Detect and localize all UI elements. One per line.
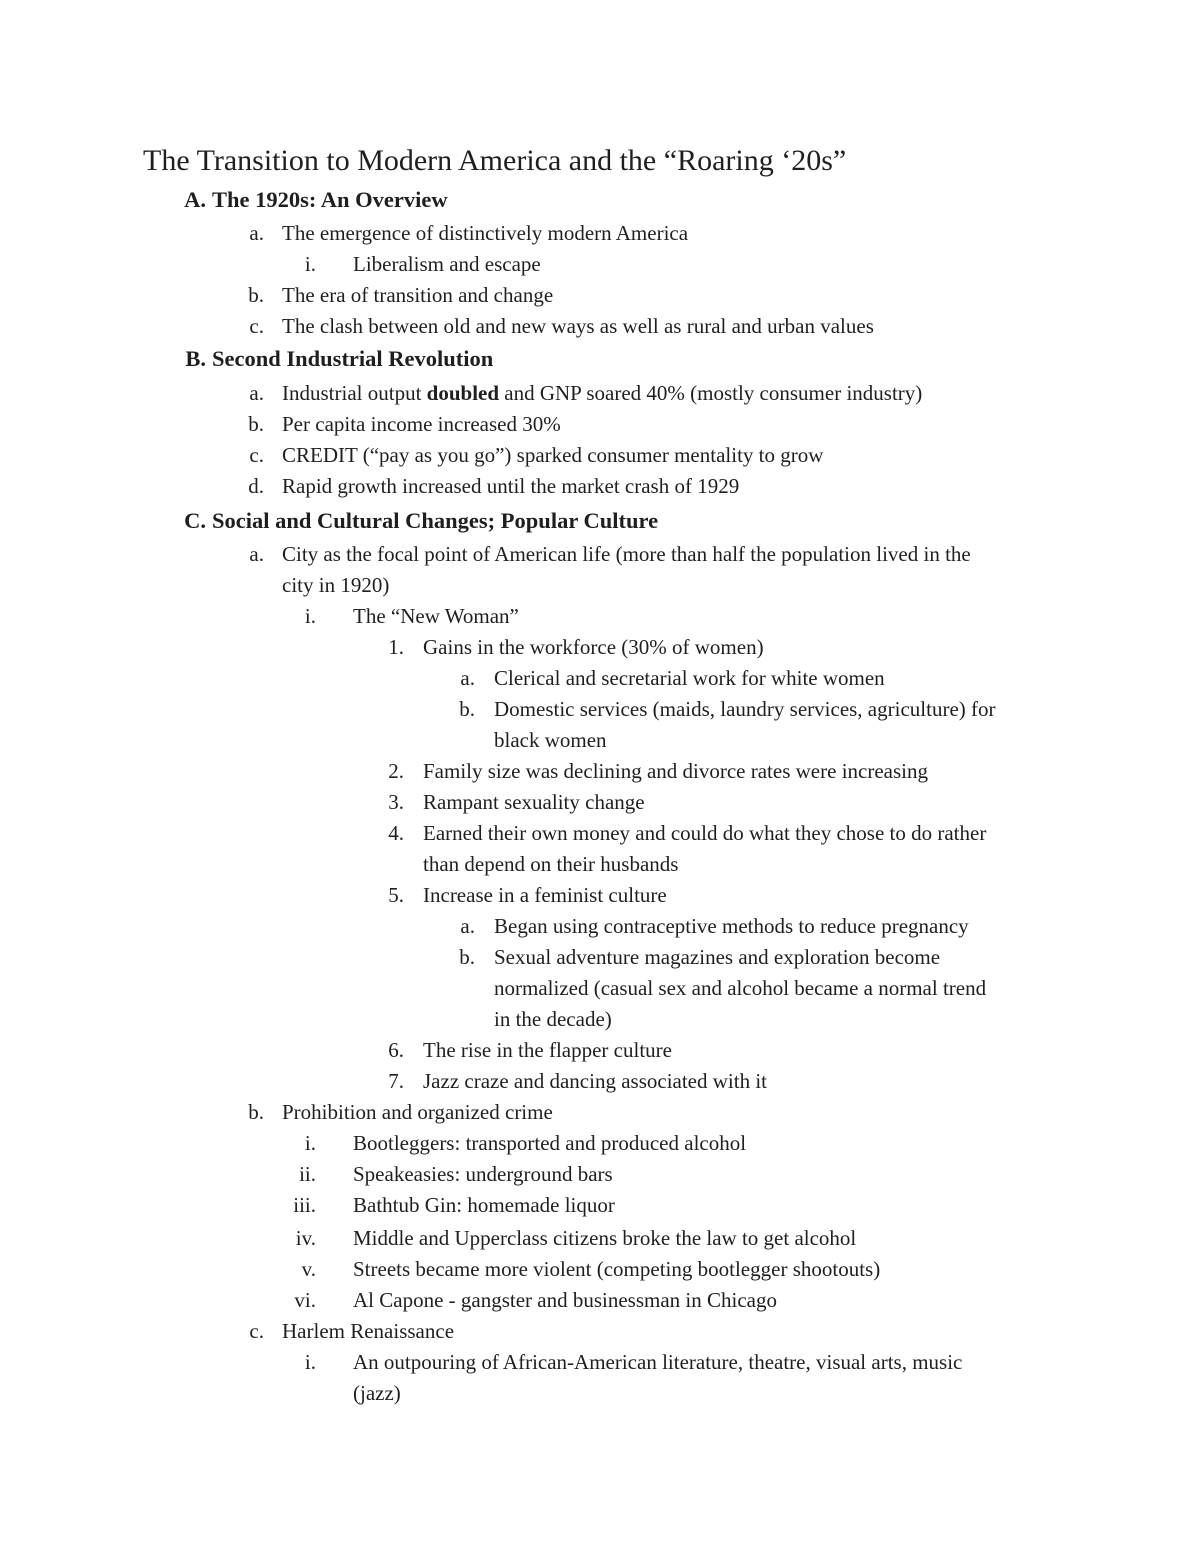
list-item-text: Began using contraceptive methods to reduce pregnancy (494, 914, 969, 938)
list-item-text: black women (494, 728, 607, 752)
list-marker: a. (249, 381, 264, 405)
section-title: Social and Cultural Changes; Popular Culture (212, 508, 659, 533)
list-marker: 7. (388, 1069, 404, 1093)
list-marker: a. (249, 221, 264, 245)
section-marker: B. (185, 346, 206, 371)
list-marker: b. (248, 283, 264, 307)
list-item-text: Bathtub Gin: homemade liquor (353, 1193, 615, 1217)
section-marker: C. (184, 508, 206, 533)
list-marker: a. (460, 666, 475, 690)
list-item-text: Rapid growth increased until the market crash of 1929 (282, 474, 740, 498)
list-marker: ii. (299, 1162, 316, 1186)
list-marker: vi. (294, 1288, 316, 1312)
section-title: The 1920s: An Overview (212, 187, 448, 212)
list-marker: i. (304, 1131, 316, 1155)
list-item-text (282, 378, 922, 409)
list-item-text: Gains in the workforce (30% of women) (423, 635, 764, 659)
list-marker: 5. (388, 883, 404, 907)
list-item-text: City as the focal point of American life (more than half the population lived in the (282, 542, 971, 566)
list-marker: a. (249, 542, 264, 566)
list-item-text: (jazz) (353, 1381, 401, 1405)
list-item-text: The emergence of distinctively modern America (282, 221, 689, 245)
list-marker: 1. (388, 635, 404, 659)
list-item-text: The era of transition and change (282, 283, 554, 307)
list-item-text: The rise in the flapper culture (423, 1038, 672, 1062)
bold-text: doubled (426, 381, 500, 405)
list-item-text: Family size was declining and divorce rates were increasing (423, 759, 928, 783)
list-marker: iii. (293, 1193, 316, 1217)
list-marker: b. (248, 1100, 264, 1124)
section-marker: A. (184, 187, 206, 212)
list-item-text: Domestic services (maids, laundry services, agriculture) for (494, 697, 996, 721)
list-marker: 6. (388, 1038, 404, 1062)
section-title: Second Industrial Revolution (212, 346, 494, 371)
list-marker: 3. (388, 790, 404, 814)
list-item-text: The “New Woman” (353, 604, 519, 628)
list-marker: b. (459, 945, 475, 969)
list-item-text: Rampant sexuality change (423, 790, 645, 814)
list-item-text: normalized (casual sex and alcohol became a normal trend (494, 976, 987, 1000)
list-item-text: Sexual adventure magazines and exploration become (494, 945, 941, 969)
list-item-text: Earned their own money and could do what they chose to do rather (423, 821, 987, 845)
list-marker: 4. (388, 821, 404, 845)
list-item-text: Per capita income increased 30% (282, 412, 561, 436)
list-marker: 2. (388, 759, 404, 783)
list-marker: d. (248, 474, 264, 498)
document-title: The Transition to Modern America and the “Roaring ‘20s” (143, 144, 847, 177)
list-item-text: city in 1920) (282, 573, 390, 597)
list-marker: c. (249, 1319, 264, 1343)
list-item-text: Jazz craze and dancing associated with it (423, 1069, 768, 1093)
list-item-text: Prohibition and organized crime (282, 1100, 553, 1124)
list-marker: iv. (295, 1226, 316, 1250)
list-item-text: Bootleggers: transported and produced alcohol (353, 1131, 747, 1155)
list-item-text: An outpouring of African-American literature, theatre, visual arts, music (353, 1350, 963, 1374)
list-item-text: Streets became more violent (competing bootlegger shootouts) (353, 1257, 881, 1281)
list-item-text: than depend on their husbands (423, 852, 679, 876)
list-item-text: Clerical and secretarial work for white women (494, 666, 885, 690)
list-marker: c. (249, 443, 264, 467)
list-item-text: CREDIT (“pay as you go”) sparked consumer mentality to grow (282, 443, 824, 467)
text-run: and GNP soared 40% (mostly consumer industry) (499, 381, 923, 405)
list-marker: b. (459, 697, 475, 721)
list-item-text: Al Capone - gangster and businessman in Chicago (353, 1288, 777, 1312)
list-item-text: The clash between old and new ways as well as rural and urban values (282, 314, 874, 338)
list-marker: i. (304, 252, 316, 276)
list-marker: i. (304, 1350, 316, 1374)
list-item-text: in the decade) (494, 1007, 612, 1031)
text-run: Industrial output (282, 381, 427, 405)
list-item-text: Increase in a feminist culture (423, 883, 667, 907)
list-item-text: Middle and Upperclass citizens broke the law to get alcohol (353, 1226, 857, 1250)
list-item-text: Liberalism and escape (353, 252, 541, 276)
list-marker: v. (301, 1257, 316, 1281)
list-item-text: Harlem Renaissance (282, 1319, 455, 1343)
list-marker: b. (248, 412, 264, 436)
list-marker: c. (249, 314, 264, 338)
list-marker: i. (304, 604, 316, 628)
list-marker: a. (460, 914, 475, 938)
list-item-text: Speakeasies: underground bars (353, 1162, 613, 1186)
